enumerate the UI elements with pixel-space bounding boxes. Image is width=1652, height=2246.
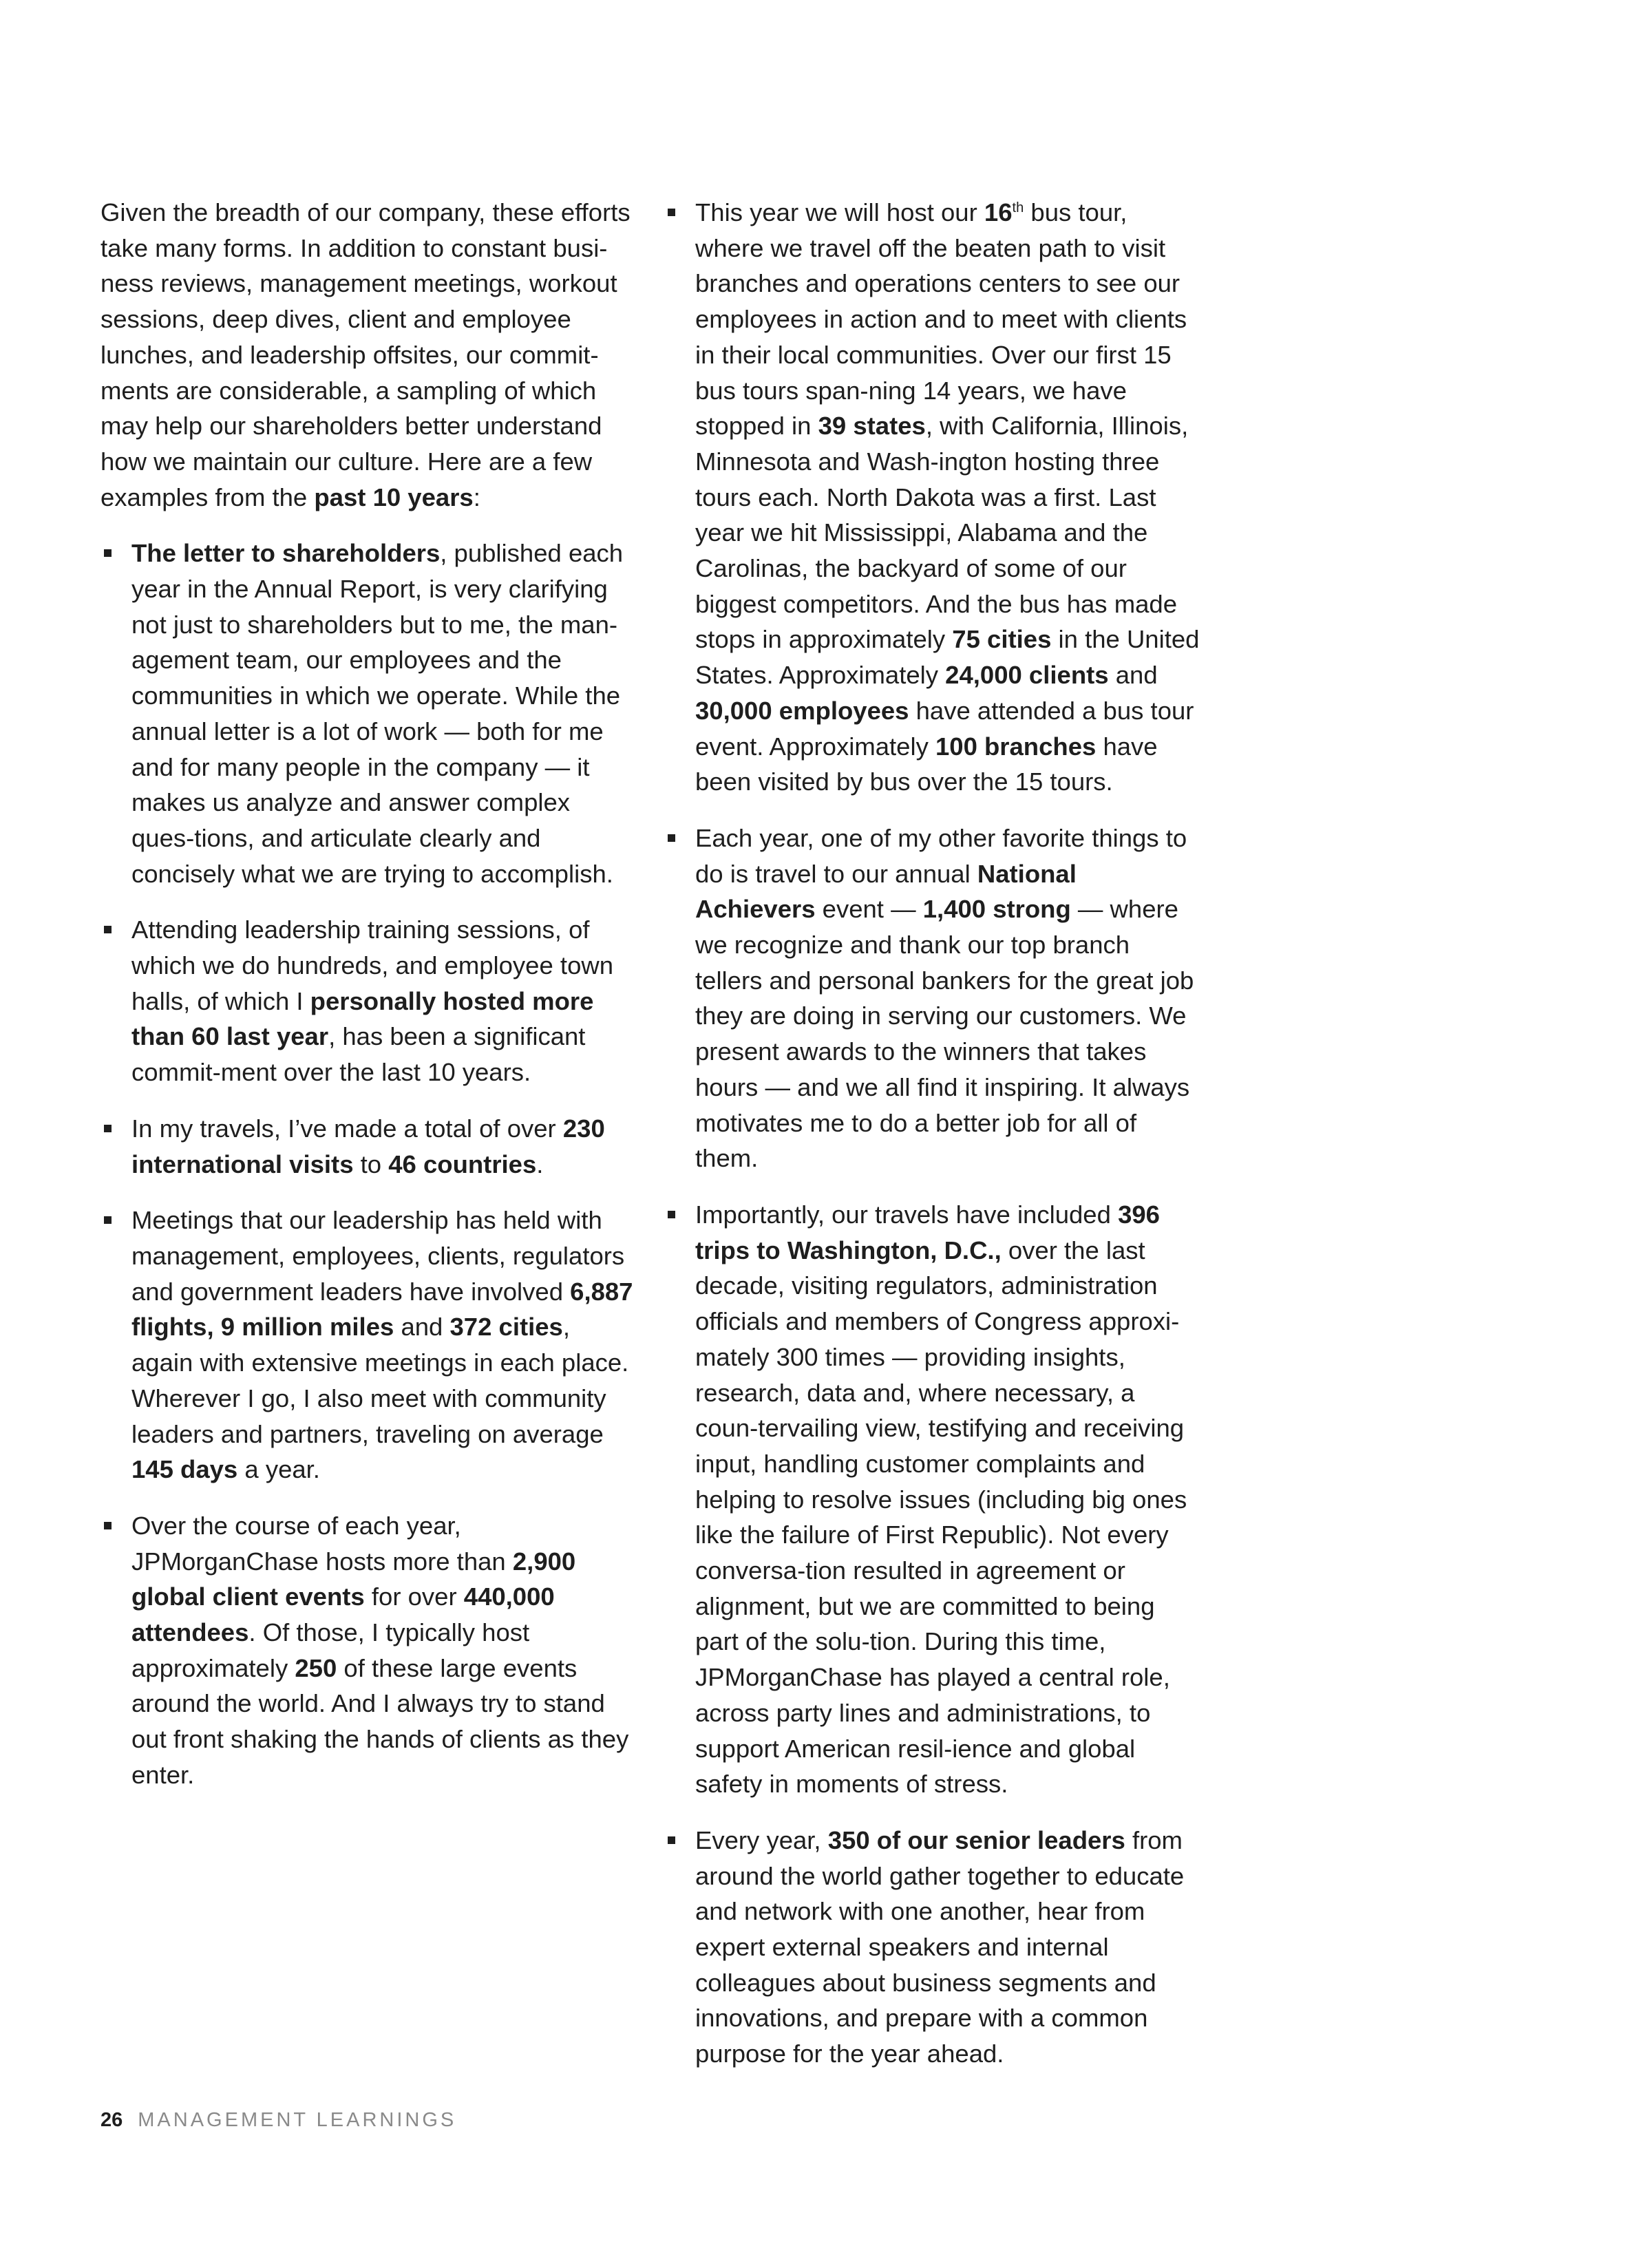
list-item	[100, 1111, 636, 1182]
list-item	[664, 820, 1201, 1176]
list-item	[664, 195, 1201, 800]
intro-end: :	[473, 483, 480, 511]
bold-text: 24,000 clients	[945, 661, 1109, 690]
left-column	[100, 195, 636, 1814]
bold-text: 16	[984, 198, 1013, 226]
body-text: have attended a bus tour event. Approximately	[695, 696, 1194, 761]
left-bullet-list	[100, 536, 636, 1792]
body-text: over the last decade, visiting regulators, administration officials and members of Congress approxi-mately 300 times — providing insights, research, data and, where necessary, a coun-tervailing view, testifying and receiving input, handling customer complaints and helping to resolve issues (including big ones like the failure of First Republic). Not every conversa-tion resulted in agreement or alignment, but we are committed to being part of the solu-tion. During this time, JPMorganChase has played a central role, across party lines and administrations, to support American resil-ience and global safety in moments of stress.	[695, 1236, 1187, 1799]
bold-text: 46 countries	[388, 1150, 537, 1178]
body-text: Over the course of each year, JPMorganChase hosts more than	[131, 1511, 513, 1576]
body-text: Meetings that our leadership has held with management, employees, clients, regulators and government leaders have involved	[131, 1206, 625, 1306]
bold-text: 145 days	[131, 1455, 238, 1484]
list-item	[100, 1203, 636, 1487]
body-text: event —	[815, 895, 923, 924]
bold-text: 100 branches	[935, 732, 1097, 761]
list-item	[100, 912, 636, 1090]
right-bullet-list	[664, 195, 1201, 2072]
bold-text: National Achievers	[695, 859, 1077, 924]
body-text: for over	[364, 1582, 464, 1611]
intro-bold: past 10 years	[314, 483, 474, 511]
list-item	[664, 1197, 1201, 1802]
body-text: .	[536, 1150, 544, 1178]
bullet-square-icon	[668, 1836, 675, 1844]
body-text: Every year,	[695, 1825, 828, 1854]
bold-text: 75 cities	[952, 625, 1052, 654]
bullet-square-icon	[104, 1522, 112, 1529]
bold-text: 30,000 employees	[695, 696, 909, 725]
bold-text: 396 trips to Washington, D.C.,	[695, 1200, 1160, 1264]
body-text: This year we will host our	[695, 198, 984, 226]
bold-text: 440,000 attendees	[131, 1582, 555, 1647]
body-text: bus tour, where we travel off the beaten path to visit branches and operations centers to see our employees in action and to meet with clients in their local communities. Over our first 15 bus tours span-ning 14 years, we have stopped in	[695, 198, 1187, 441]
body-text: , with California, Illinois, Minnesota and Wash-ington hosting three tours each. North Dakota was a first. Last year we hit Mississippi, Alabama and the Carolinas, the backyard of some of our biggest competitors. And the bus has made stops in approximately	[695, 412, 1189, 654]
bullet-square-icon	[668, 834, 675, 842]
bullet-square-icon	[668, 209, 675, 216]
bold-text: 250	[295, 1653, 337, 1682]
bold-text: 39 states	[818, 412, 926, 441]
bold-text: personally hosted more than 60 last year	[131, 986, 594, 1051]
bold-text: 230 international visits	[131, 1114, 605, 1178]
body-text: , published each year in the Annual Report, is very clarifying not just to shareholders but to me, the man-agement team, our employees and the communities in which we operate. While the annual letter is a lot of work — both for me and for many people in the company — it makes us analyze and answer complex ques-tions, and articulate clearly and concisely what we are trying to accomplish.	[131, 539, 624, 888]
bullet-square-icon	[104, 1125, 112, 1132]
body-text: to	[353, 1150, 389, 1178]
superscript: th	[1012, 200, 1024, 215]
list-item	[664, 1823, 1201, 2072]
intro-text: Given the breadth of our company, these efforts take many forms. In addition to constant busi-ness reviews, management meetings, workout sessions, deep dives, client and employee lunches, and leadership offsites, our commit-ments are considerable, a sampling of which may help our shareholders better understand how we maintain our culture. Here are a few examples from the	[100, 198, 631, 511]
bullet-square-icon	[668, 1211, 675, 1218]
body-text: have been visited by bus over the 15 tours.	[695, 732, 1158, 796]
body-text: In my travels, I’ve made a total of over	[131, 1114, 563, 1143]
body-text: , has been a significant commit-ment over the last 10 years.	[131, 1022, 586, 1087]
body-text: Importantly, our travels have included	[695, 1200, 1119, 1229]
bullet-square-icon	[104, 926, 112, 933]
body-text: of these large events around the world. And I always try to stand out front shaking the hands of clients as they enter.	[131, 1653, 629, 1789]
list-item	[100, 1508, 636, 1793]
bullet-square-icon	[104, 549, 112, 557]
body-text: and	[394, 1313, 450, 1342]
page-footer	[100, 2106, 456, 2134]
body-text: Attending leadership training sessions, of which we do hundreds, and employee town halls, of which I	[131, 915, 614, 1015]
bold-text: 350 of our senior leaders	[827, 1825, 1125, 1854]
section-title: MANAGEMENT LEARNINGS	[138, 2109, 457, 2131]
body-text: a year.	[237, 1455, 320, 1484]
body-text: in the United States. Approximately	[695, 625, 1200, 690]
bold-text: The letter to shareholders	[131, 539, 441, 568]
bullet-square-icon	[104, 1216, 112, 1224]
bold-text: 1,400 strong	[922, 895, 1071, 924]
bold-text: 372 cities	[449, 1313, 563, 1342]
right-column	[664, 195, 1201, 2093]
body-text: — where we recognize and thank our top branch tellers and personal bankers for the great job they are doing in serving our customers. We present awards to the winners that takes hours — and we all find it inspiring. It always motivates me to do a better job for all of them.	[695, 895, 1194, 1173]
body-text: from around the world gather together to educate and network with one another, hear from expert external speakers and internal colleagues about business segments and innovations, and prepare with a common purpose for the year ahead.	[695, 1825, 1185, 2068]
body-text: . Of those, I typically host approximately	[131, 1618, 530, 1682]
list-item	[100, 536, 636, 891]
body-text: and	[1108, 661, 1158, 690]
intro-paragraph	[100, 195, 636, 515]
page-number: 26	[100, 2109, 123, 2131]
body-text: Each year, one of my other favorite things to do is travel to our annual	[695, 823, 1187, 888]
bold-text: 2,900 global client events	[131, 1547, 576, 1611]
bold-text: 6,887 flights, 9 million miles	[131, 1277, 633, 1342]
body-text: , again with extensive meetings in each place. Wherever I go, I also meet with community leaders and partners, traveling on average	[131, 1313, 629, 1448]
